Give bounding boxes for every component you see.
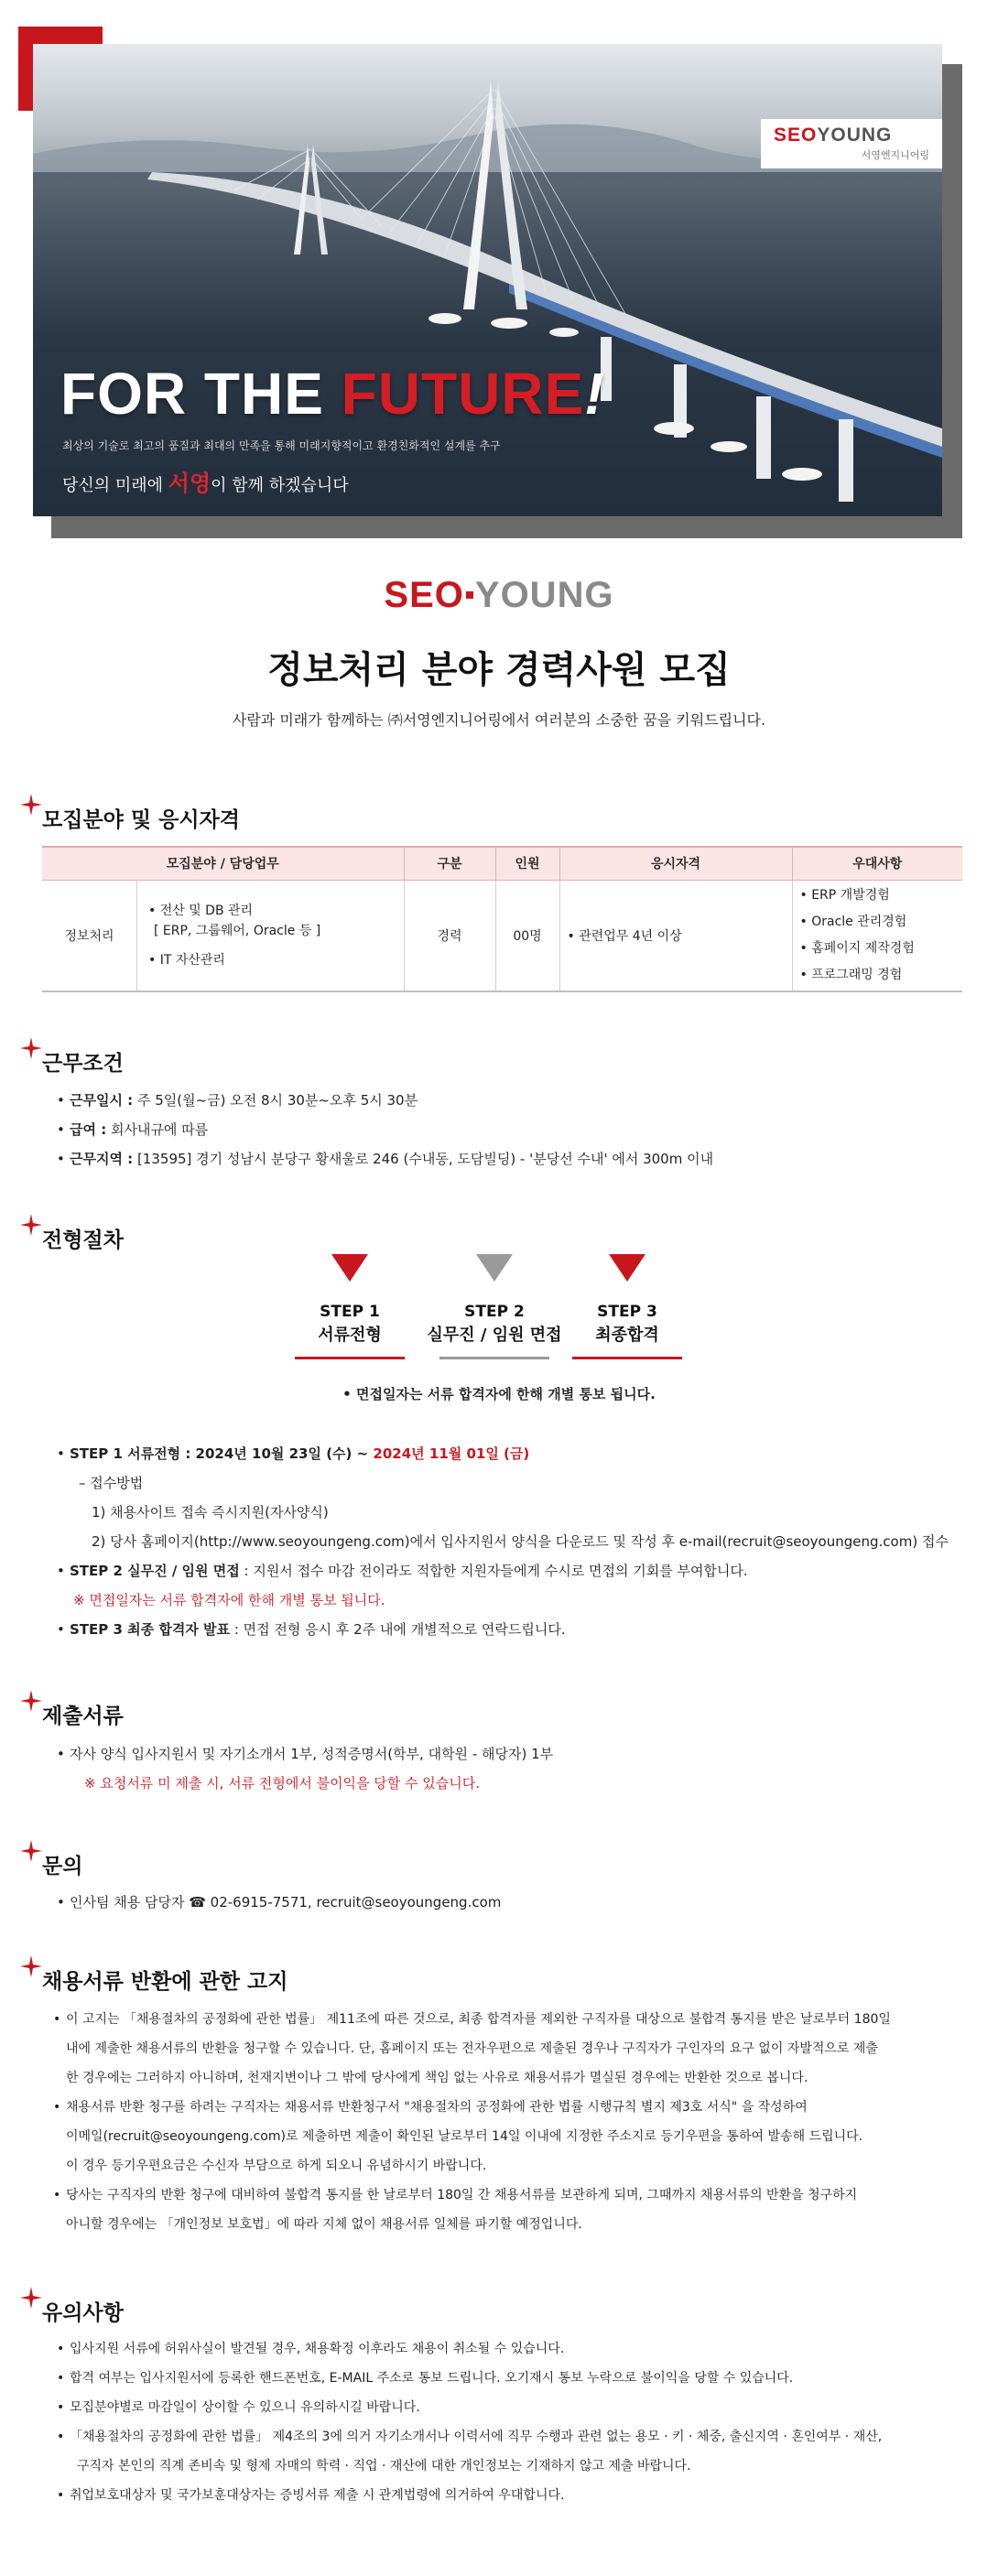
- list-item: • 자사 양식 입사지원서 및 자기소개서 1부, 성적증명서(학부, 대학원 - 해당자) 1부: [70, 1739, 985, 1769]
- contact-list: [70, 1888, 985, 1917]
- section-title: 전형절차: [42, 1228, 124, 1252]
- notice-line: 이메일(recruit@seoyoungeng.com)로 제출하면 제출이 확인된 날로부터 14일 이내에 지정한 주소지로 등기우편을 통하여 발송해 드립니다.: [66, 2129, 863, 2144]
- step1-deadline: 2024년 11월 01일 (금): [373, 1445, 530, 1462]
- section-title: 근무조건: [42, 1052, 124, 1076]
- hero-banner: [0, 0, 998, 549]
- hero-title-c: !: [584, 361, 605, 427]
- duty-item: • 전산 및 DB 관리: [148, 903, 254, 918]
- page-title: 정보처리 분야 경력사원 모집: [267, 649, 731, 691]
- section-title: 채용서류 반환에 관한 고지: [42, 1970, 288, 1994]
- item-value: 회사내규에 따름: [106, 1121, 209, 1138]
- hero-tag-c: 이 함께 하겠습니다: [211, 476, 349, 495]
- table-row: [42, 880, 962, 991]
- step2-note: ※ 면접일자는 서류 합격자에 한해 개별 통보 됩니다.: [73, 1592, 385, 1608]
- hero-image: [33, 44, 942, 516]
- notice-line: 아니할 경우에는 「개인정보 보호법」에 따라 지체 없이 채용서류 일체를 파기할 예정입니다.: [66, 2217, 582, 2232]
- brand-young: YOUNG: [817, 124, 893, 146]
- list-item: [70, 1115, 985, 1144]
- notice-line: 한 경우에는 그러하지 아니하며, 천재지변이나 그 밖에 당사에게 책임 없는 사유로 채용서류가 멸실된 경우에는 반환한 것으로 봅니다.: [66, 2071, 808, 2085]
- cell-preferences: [792, 880, 962, 991]
- step1-label: STEP 1 서류전형 : 2024년 10월 23일 (수) ~: [70, 1445, 374, 1462]
- sparkle-icon: [20, 1037, 42, 1059]
- step-underline: [572, 1357, 682, 1359]
- cell-qualification: • 관련업무 4년 이상: [559, 880, 792, 991]
- duty-item: • IT 자산관리: [148, 952, 225, 968]
- caution-line: • 입사지원 서류에 허위사실이 발견될 경우, 채용확정 이후라도 채용이 취소될 수 있습니다.: [70, 2334, 985, 2364]
- notice-line: 내에 제출한 채용서류의 반환을 청구할 수 있습니다. 단, 홈페이지 또는 전자우편으로 제출된 경우나 구직자가 구인자의 요구 없이 자발적으로 제출: [66, 2041, 878, 2056]
- field-name: 정보처리: [42, 881, 137, 990]
- caution-list: [70, 2334, 985, 2510]
- process-details: [70, 1439, 985, 1644]
- header-field: 모집분야 / 담당업무: [42, 847, 404, 880]
- step-arrow-icon: [476, 1254, 513, 1282]
- step-number: STEP 2: [464, 1303, 525, 1321]
- hero-description: 최상의 기술로 최고의 품질과 최대의 만족을 통해 미래지향적이고 환경친화적인 설계를 추구: [62, 439, 501, 452]
- hero-title-a: FOR THE: [60, 361, 342, 427]
- section-title: 제출서류: [42, 1705, 124, 1728]
- process-note: • 면접일자는 서류 합격자에 한해 개별 통보 됩니다.: [342, 1386, 656, 1402]
- pref-item: • ERP 개발경험: [799, 887, 890, 903]
- logo-seo: SEO: [384, 575, 464, 615]
- conditions-list: [70, 1086, 985, 1174]
- sparkle-icon: [20, 2287, 42, 2309]
- notice-line: 이 경우 등기우편요금은 수신자 부담으로 하게 되오니 유념하시기 바랍니다.: [66, 2159, 487, 2173]
- item-label: 근무지역 :: [70, 1151, 134, 1167]
- item-value: [13595] 경기 성남시 분당구 황새울로 246 (수내동, 도담빌딩) - '분당선 수내' 에서 300m 이내: [133, 1151, 714, 1167]
- list-item: [70, 1439, 985, 1468]
- section-title: 유의사항: [42, 2301, 124, 2325]
- sparkle-icon: [20, 1955, 42, 1977]
- process-step-1: [286, 1254, 414, 1359]
- notice-line: • 이 고지는 「채용절차의 공정화에 관한 법률」 제11조에 따른 것으로, 최종 합격자를 제외한 구직자를 대상으로 불합격 통지를 받은 날로부터 180일: [66, 2005, 982, 2034]
- company-logo: [0, 575, 998, 616]
- header-qualification: 응시자격: [559, 847, 792, 880]
- pref-item: • 프로그래밍 경험: [799, 967, 903, 982]
- hero-brand-logo: [761, 119, 942, 168]
- item-label: 급여 :: [70, 1121, 107, 1138]
- section-heading-recruit: [27, 803, 240, 833]
- step-name: 실무진 / 임원 면접: [427, 1326, 562, 1345]
- notice-list: [66, 2005, 982, 2239]
- item-label: 근무일시 :: [70, 1092, 134, 1109]
- step2-label: STEP 2 실무진 / 임원 면접: [70, 1563, 240, 1579]
- hero-tag-b: 서영: [168, 471, 212, 496]
- notice-line: • 당사는 구직자의 반환 청구에 대비하여 불합격 통지를 한 날로부터 180일 간 채용서류를 보관하게 되며, 그때까지 채용서류의 반환을 청구하지: [66, 2181, 982, 2210]
- section-heading-contact: [27, 1849, 82, 1879]
- pref-item: • Oracle 관리경험: [799, 914, 907, 929]
- step3-label: STEP 3 최종 합격자 발표: [70, 1621, 231, 1638]
- caution-line: • 취업보호대상자 및 국가보훈대상자는 증빙서류 제출 시 관계법령에 의거하여 우대합니다.: [70, 2481, 985, 2510]
- step-underline: [295, 1357, 405, 1359]
- header-preference: 우대사항: [792, 847, 962, 880]
- section-heading-conditions: [27, 1046, 124, 1077]
- process-step-3: [563, 1254, 691, 1359]
- sparkle-icon: [20, 1214, 42, 1236]
- step-name: 서류전형: [318, 1326, 382, 1345]
- brand-sub: 서영엔지니어링: [861, 149, 929, 161]
- notice-line: • 채용서류 반환 청구를 하려는 구직자는 채용서류 반환청구서 "채용절차의 공정화에 관한 법률 시행규칙 별지 제3호 서식" 을 작성하여: [66, 2093, 982, 2122]
- sparkle-icon: [20, 1690, 42, 1712]
- list-item: [70, 1556, 985, 1586]
- sparkle-icon: [20, 794, 42, 816]
- documents-list: [70, 1739, 985, 1798]
- header-type: 구분: [404, 847, 495, 880]
- section-title: 모집분야 및 응시자격: [42, 808, 240, 832]
- header-count: 인원: [495, 847, 559, 880]
- section-heading-caution: [27, 2296, 124, 2326]
- duty-list: [137, 881, 320, 990]
- cell-field-duty: [42, 880, 404, 991]
- cell-type: 경력: [404, 880, 495, 991]
- step-underline: [439, 1357, 549, 1359]
- process-step-2: [421, 1254, 568, 1359]
- sparkle-icon: [20, 1840, 42, 1862]
- step-arrow-icon: [331, 1254, 368, 1282]
- page-subtitle: 사람과 미래가 함께하는 ㈜서영엔지니어링에서 여러분의 소중한 꿈을 키워드립니다.: [232, 711, 766, 729]
- step-number: STEP 1: [320, 1303, 380, 1321]
- step2-value: : 지원서 접수 마감 전이라도 적합한 지원자들에게 수시로 면접의 기회를 부여합니다.: [239, 1563, 748, 1579]
- section-heading-process: [27, 1223, 124, 1253]
- method-label: – 접수방법: [79, 1475, 144, 1491]
- caution-line: • 「채용절차의 공정화에 관한 법률」 제4조의 3에 의거 자기소개서나 이력서에 직무 수행과 관련 없는 용모 · 키 · 체중, 출신지역 · 혼인여부 · 재산,: [70, 2422, 985, 2452]
- duty-item: [ ERP, 그룹웨어, Oracle 등 ]: [154, 923, 321, 938]
- logo-young: YOUNG: [474, 575, 614, 615]
- step3-value: : 면접 전형 응시 후 2주 내에 개별적으로 연락드립니다.: [230, 1621, 566, 1638]
- pref-item: • 홈페이지 제작경험: [799, 940, 915, 956]
- method-item: 1) 채용사이트 접속 즉시지원(자사양식): [92, 1504, 329, 1521]
- caution-line: • 합격 여부는 입사지원서에 등록한 핸드폰번호, E-MAIL 주소로 통보 드립니다. 오기재시 통보 누락으로 불이익을 당할 수 있습니다.: [70, 2364, 985, 2393]
- list-item: [70, 1615, 985, 1644]
- list-item: [70, 1086, 985, 1115]
- documents-note: ※ 요청서류 미 제출 시, 서류 전형에서 불이익을 당할 수 있습니다.: [84, 1775, 481, 1791]
- method-item: 2) 당사 홈페이지(http://www.seoyoungeng.com)에서 입사지원서 양식을 다운로드 및 작성 후 e-mail(recruit@seoyoungeng.com) 접수: [92, 1533, 949, 1550]
- item-value: 주 5일(월~금) 오전 8시 30분~오후 5시 30분: [133, 1092, 418, 1109]
- section-title: 문의: [42, 1855, 83, 1878]
- hero-tag-a: 당신의 미래에: [62, 476, 168, 495]
- section-heading-notice: [27, 1964, 287, 1995]
- table-header-row: [42, 847, 962, 880]
- hero-title: [60, 360, 605, 428]
- caution-line: • 모집분야별로 마감일이 상이할 수 있으니 유의하시길 바랍니다.: [70, 2393, 985, 2422]
- list-item: • 인사팀 채용 담당자 ☎ 02-6915-7571, recruit@seoyoungeng.com: [70, 1888, 985, 1917]
- hero-title-b: FUTURE: [341, 361, 585, 427]
- recruit-table: [42, 846, 962, 992]
- list-item: [70, 1144, 985, 1174]
- caution-line: 구직자 본인의 직계 존비속 및 형제 자매의 학력 · 직업 · 재산에 대한 개인정보는 기재하지 않고 제출 바랍니다.: [77, 2459, 691, 2473]
- section-heading-documents: [27, 1699, 124, 1729]
- brand-seo: SEO: [774, 124, 818, 146]
- hero-tagline: [62, 465, 349, 497]
- step-name: 최종합격: [595, 1326, 659, 1345]
- step-number: STEP 3: [597, 1303, 657, 1321]
- logo-dot: [466, 591, 473, 599]
- cell-count: 00명: [495, 880, 559, 991]
- step-arrow-icon: [609, 1254, 645, 1282]
